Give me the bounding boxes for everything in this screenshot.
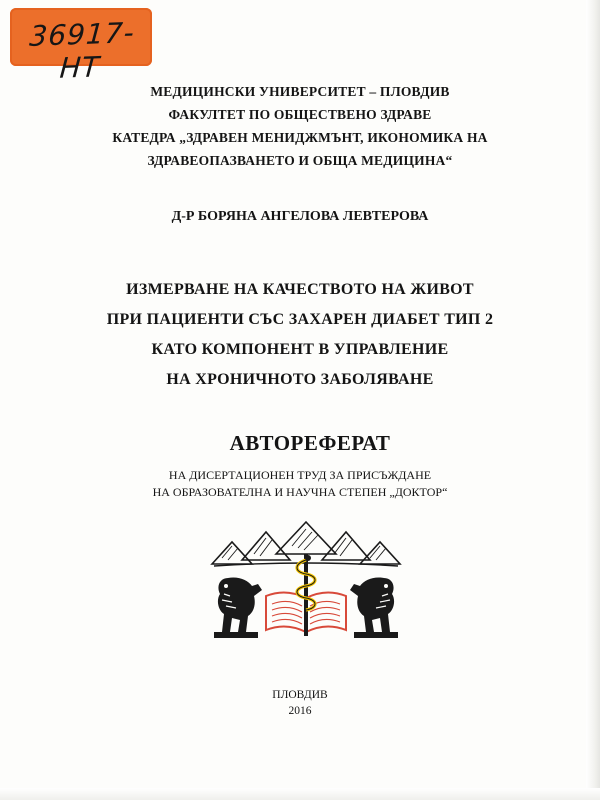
institution-header [0,80,600,172]
university-name: МЕДИЦИНСКИ УНИВЕРСИТЕТ – ПЛОВДИВ [150,84,450,99]
author-name: Д-Р БОРЯНА АНГЕЛОВА ЛЕВТЕРОВА [171,209,429,224]
thesis-title-line2: ПРИ ПАЦИЕНТИ СЪС ЗАХАРЕН ДИАБЕТ ТИП 2 [106,311,494,328]
left-lion-icon [214,577,262,638]
publication-year: 2016 [288,705,312,717]
department-name-line2: ЗДРАВЕОПАЗВАНЕТО И ОБЩА МЕДИЦИНА“ [147,153,453,168]
scan-edge [0,788,600,800]
thesis-title-line4: НА ХРОНИЧНОТО ЗАБОЛЯВАНЕ [166,371,434,388]
catalog-sticker [10,8,152,85]
department-name-line1: КАТЕДРА „ЗДРАВЕН МЕНИДЖМЪНТ, ИКОНОМИКА НА [112,130,488,145]
thesis-title [0,275,600,395]
catalog-number: 36917-НТ [28,16,136,85]
publication-city: ПЛОВДИВ [272,689,328,701]
document-subtitle-line1: НА ДИСЕРТАЦИОНЕН ТРУД ЗА ПРИСЪЖДАНЕ [168,468,432,482]
publication-info [0,687,600,719]
thesis-title-line1: ИЗМЕРВАНЕ НА КАЧЕСТВОТО НА ЖИВОТ [126,281,474,298]
right-lion-icon [350,577,398,638]
document-subtitle-line2: НА ОБРАЗОВАТЕЛНА И НАУЧНА СТЕПЕН „ДОКТОР“ [152,485,448,499]
medical-university-plovdiv-emblem-icon [208,520,404,644]
document-type: АВТОРЕФЕРАТ [229,431,391,455]
faculty-name: ФАКУЛТЕТ ПО ОБЩЕСТВЕНО ЗДРАВЕ [168,107,432,122]
document-subtitle [0,467,600,501]
thesis-title-line3: КАТО КОМПОНЕНТ В УПРАВЛЕНИЕ [151,341,449,358]
